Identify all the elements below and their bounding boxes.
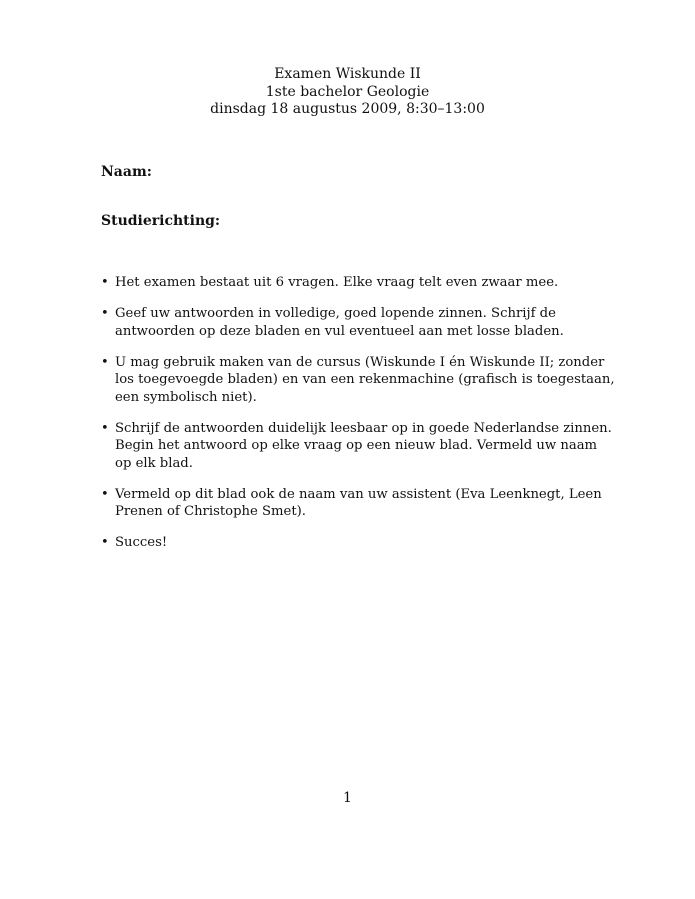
bullet-icon: • (101, 275, 109, 290)
exam-title: Examen Wiskunde II (274, 66, 421, 82)
bullet-icon: • (101, 535, 109, 550)
instruction-text: Succes! (115, 535, 168, 550)
instruction-item (101, 486, 616, 521)
instruction-item (101, 534, 616, 552)
bullet-icon: • (101, 354, 109, 370)
bullet-icon: • (101, 306, 109, 321)
instruction-item (101, 354, 616, 407)
instruction-text: Schrijf de antwoorden duidelijk leesbaar op in goede Nederlandse zinnen. Begin het antwoord op elke vraag op een nieuw blad. Vermeld uw naam op elk blad. (115, 420, 612, 471)
instruction-text: Vermeld op dit blad ook de naam van uw assistent (Eva Leenknegt, Leen Prenen of Christophe Smet). (115, 486, 602, 519)
exam-header (0, 66, 695, 119)
instruction-item (101, 274, 616, 292)
exam-date: dinsdag 18 augustus 2009, 8:30–13:00 (210, 101, 485, 117)
instruction-item (101, 305, 616, 340)
naam-label: Naam: (101, 164, 152, 180)
studierichting-label: Studierichting: (101, 213, 221, 229)
bullet-icon: • (101, 420, 109, 436)
instruction-text: Het examen bestaat uit 6 vragen. Elke vraag telt even zwaar mee. (115, 275, 559, 290)
bullet-icon: • (101, 486, 109, 502)
exam-program: 1ste bachelor Geologie (265, 83, 430, 100)
instruction-text: Geef uw antwoorden in volledige, goed lopende zinnen. Schrijf de antwoorden op deze bladen en vul eventueel aan met losse bladen. (115, 306, 564, 339)
page-number: 1 (343, 790, 352, 806)
instruction-item (101, 420, 616, 473)
instructions-list (101, 274, 616, 565)
instruction-text: U mag gebruik maken van de cursus (Wiskunde I én Wiskunde II; zonder los toegevoegde bladen) en van een rekenmachine (grafisch is toegestaan, een symbolisch niet). (115, 354, 615, 405)
